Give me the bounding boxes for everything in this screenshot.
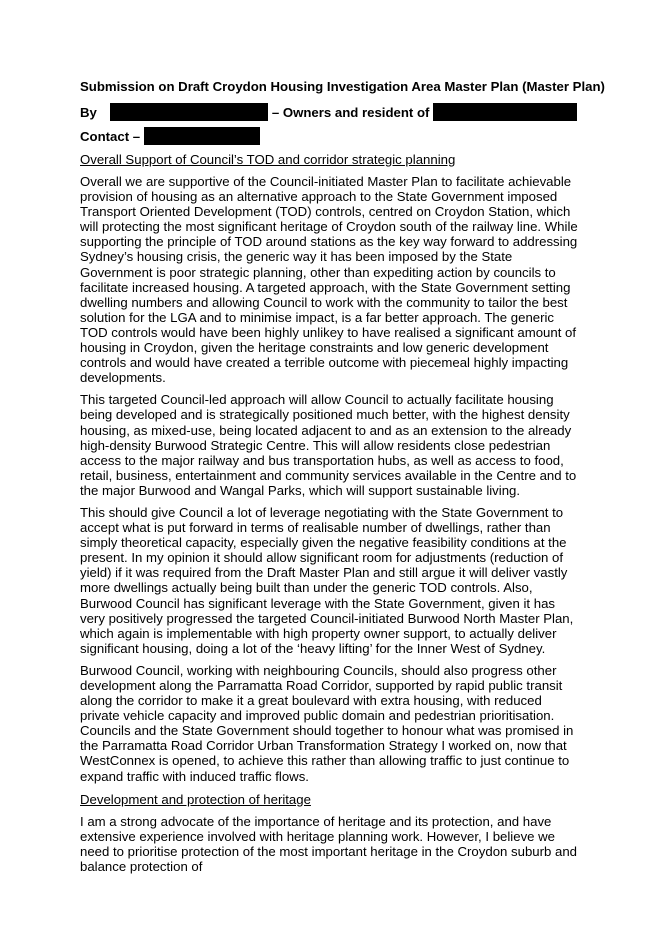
section-heading-heritage: Development and protection of heritage — [80, 791, 311, 807]
by-label: By — [80, 104, 97, 120]
paragraph-council-approach: This targeted Council-led approach will allow Council to actually facilitate housing being developed and is strategically positioned much better, with the highest density housing, as mixed-use, being located adjacent to and as an extension to the already high-density Burwood Strategic Centre. This will allow residents close pedestrian access to the major railway and bus transportation hubs, as well as access to food, retail, business, entertainment and community services available in the Centre and to the major Burwood and Wangal Parks, which will support sustainable living. — [80, 392, 577, 498]
paragraph-heritage: I am a strong advocate of the importance of heritage and its protection, and have extensive experience involved with heritage planning work. However, I believe we need to prioritise protection of the most important heritage in the Croydon suburb and balance protection of — [80, 813, 578, 874]
redacted-contact-block — [144, 127, 260, 145]
redacted-address-block — [433, 103, 577, 121]
paragraph-support: Overall we are supportive of the Council-initiated Master Plan to facilitate achievable provision of housing as an alternative approach to the State Government imposed Transport Oriented Development (TOD) controls, centred on Croydon Station, which will protecting the most significant heritage of Croydon south of the railway line. While supporting the principle of TOD around stations as the key way forward to addressing Sydney’s housing crisis, the generic way it has been imposed by the State Government is poor strategic planning, other than expediting action by councils to facilitate increased housing. A targeted approach, with the State Government setting dwelling numbers and allowing Council to work with the community to tailor the best solution for the LGA and to minimise impact, is a far better approach. The generic TOD controls would have been highly unlikey to have realised a significant amount of housing in Croydon, given the heritage constraints and low generic development controls and would have created a terrible outcome with piecemeal highly impacting developments. — [80, 174, 578, 386]
contact-label: Contact – — [80, 128, 141, 144]
redacted-name-block — [110, 103, 268, 121]
paragraph-parramatta-road: Burwood Council, working with neighbouring Councils, should also progress other development along the Parramatta Road Corridor, supported by rapid public transit along the corridor to make it a great boulevard with extra housing, with reduced private vehicle capacity and improved public domain and pedestrian prioritisation. Councils and the State Government should together to honour what was promised in the Parramatta Road Corridor Urban Transformation Strategy I worked on, now that WestConnex is opened, to achieve this rather than allowing traffic to just continue to expand traffic with induced traffic flows. — [80, 662, 574, 784]
document-title: Submission on Draft Croydon Housing Investigation Area Master Plan (Master Plan) — [80, 79, 605, 94]
paragraph-leverage: This should give Council a lot of leverage negotiating with the State Government to accept what is put forward in terms of realisable number of dwellings, rather than simply theoretical capacity, especially given the negative feasibility conditions at the present. In my opinion it should allow significant room for adjustments (reduction of yield) if it was required from the Draft Master Plan and still argue it will deliver vastly more dwellings actually being built than under the generic TOD controls. Also, Burwood Council has significant leverage with the State Government, given it has very positively progressed the targeted Council-initiated Burwood North Master Plan, which again is implementable with high property owner support, to actually deliver significant housing, doing a lot of the ‘heavy lifting’ for the Inner West of Sydney. — [80, 504, 574, 656]
contact-line — [80, 127, 580, 145]
document-body — [80, 78, 605, 881]
section-heading-support: Overall Support of Council’s TOD and corridor strategic planning — [80, 152, 456, 167]
owners-label: – Owners and resident of — [271, 104, 430, 120]
submitter-line — [80, 103, 580, 121]
